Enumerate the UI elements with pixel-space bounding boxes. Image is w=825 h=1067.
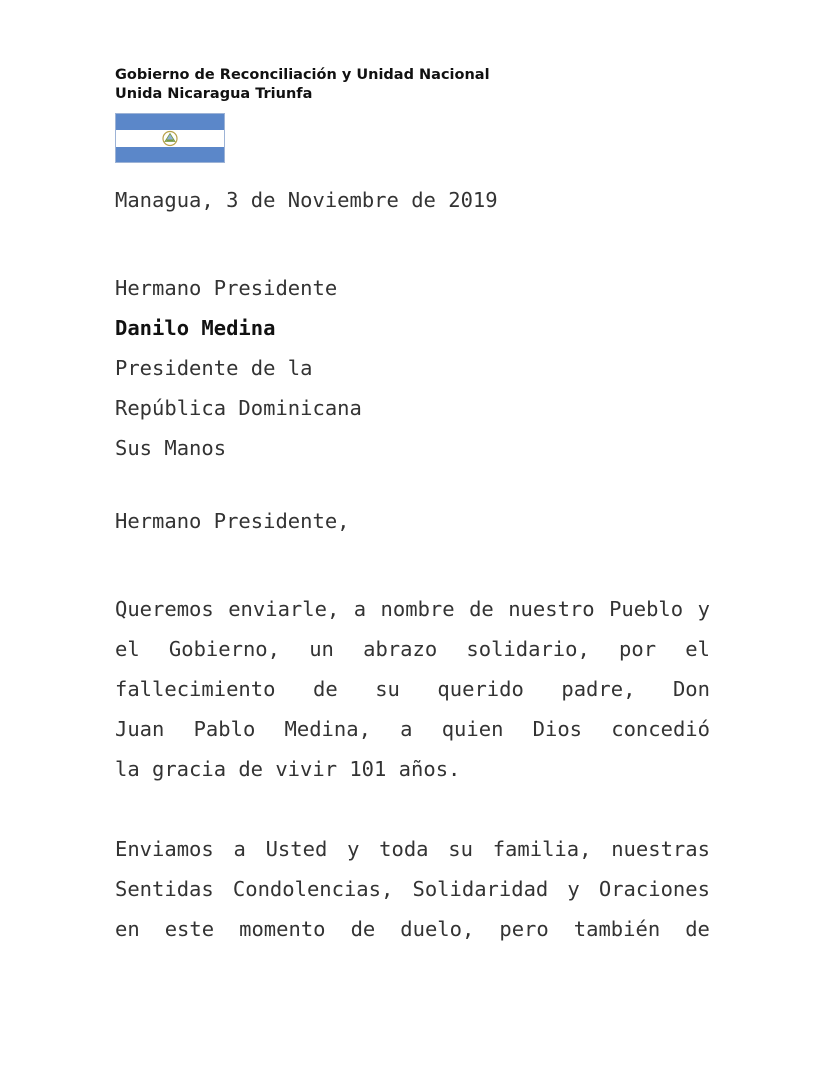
recipient-title: Hermano Presidente xyxy=(115,276,338,300)
paragraph-line: Sentidas Condolencias, Solidaridad y Oraciones xyxy=(115,877,710,901)
letterhead-government-name: Gobierno de Reconciliación y Unidad Nacional xyxy=(115,67,490,83)
paragraph-line: Juan Pablo Medina, a quien Dios concedió xyxy=(115,717,710,741)
recipient-name: Danilo Medina xyxy=(115,316,276,340)
paragraph-line: en este momento de duelo, pero también de xyxy=(115,917,710,941)
letterhead-slogan: Unida Nicaragua Triunfa xyxy=(115,86,313,102)
date-line: Managua, 3 de Noviembre de 2019 xyxy=(115,188,498,212)
paragraph-family xyxy=(115,829,710,949)
paragraph-line: Enviamos a Usted y toda su familia, nuestras xyxy=(115,837,710,861)
paragraph-line: Queremos enviarle, a nombre de nuestro Pueblo y xyxy=(115,597,710,621)
recipient-role-line2: República Dominicana xyxy=(115,396,362,420)
flag-bottom-band xyxy=(116,147,224,163)
recipient-delivery: Sus Manos xyxy=(115,436,227,460)
coat-of-arms-icon xyxy=(161,130,179,147)
salutation: Hermano Presidente, xyxy=(115,509,350,533)
letterhead xyxy=(115,66,490,104)
recipient-role-line1: Presidente de la xyxy=(115,356,313,380)
flag-top-band xyxy=(116,114,224,130)
paragraph-line: fallecimiento de su querido padre, Don xyxy=(115,677,710,701)
recipient-block xyxy=(115,268,710,468)
paragraph-line: la gracia de vivir 101 años. xyxy=(115,757,461,781)
paragraph-condolence xyxy=(115,589,710,789)
nicaragua-flag-icon xyxy=(115,113,225,163)
paragraph-line: el Gobierno, un abrazo solidario, por el xyxy=(115,637,710,661)
